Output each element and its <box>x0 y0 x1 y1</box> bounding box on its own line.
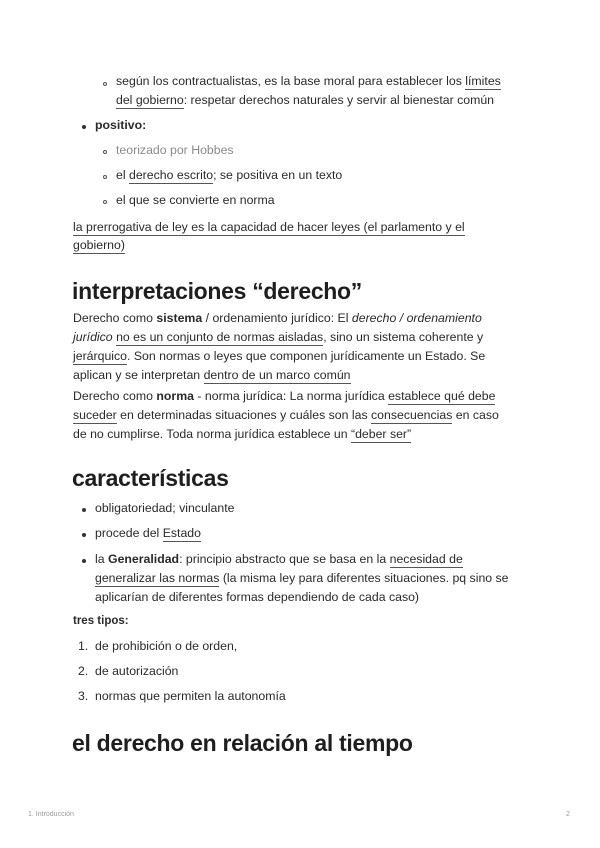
heading-text: el derecho en relación al tiempo <box>72 730 413 756</box>
p-norma-line2 <box>73 406 499 425</box>
underlined-text: necesidad de <box>389 552 463 566</box>
underlined-text: jerárquico <box>73 349 127 363</box>
p-norma-line1 <box>73 387 495 406</box>
underlined-text: Estado <box>162 526 201 540</box>
heading-interpretaciones <box>72 277 362 305</box>
bold-text: norma <box>156 389 194 403</box>
underlined-text: derecho escrito <box>129 168 214 182</box>
bold-text: positivo: <box>95 118 147 132</box>
text: / ordenamiento jurídico: El <box>202 311 352 325</box>
text: aplicarían de diferentes formas dependiendo de cada caso) <box>95 590 420 604</box>
bullet <box>82 125 86 129</box>
list-item: de autorización <box>95 664 179 678</box>
underlined-text: establece qué debe <box>388 389 496 403</box>
list-number: 2. <box>78 664 89 678</box>
underlined-text: no es un conjunto de normas aisladas <box>116 330 324 344</box>
text: en determinadas situaciones y cuáles son las <box>116 408 372 422</box>
bold-text: Generalidad <box>108 552 180 566</box>
text: - norma jurídica: La norma jurídica <box>193 389 389 403</box>
text: en caso <box>452 408 499 422</box>
text: , sino un sistema coherente y <box>323 330 484 344</box>
bullet-generalidad-line2 <box>95 569 509 588</box>
page-number: 2 <box>566 811 570 818</box>
list-item: normas que permiten la autonomía <box>95 689 286 703</box>
sub-bullet-derecho-escrito <box>116 166 342 185</box>
bullet-generalidad-line3 <box>95 588 419 607</box>
underlined-text: generalizar las normas <box>95 571 220 585</box>
text: el <box>116 168 129 182</box>
underlined-text: dentro de un marco común <box>203 368 351 382</box>
heading-tiempo <box>72 729 413 757</box>
underlined-text: la prerrogativa de ley es la capacidad de hacer leyes (el parlamento y el <box>73 220 465 234</box>
text: el que se convierte en norma <box>116 193 275 207</box>
bold-text: tres tipos: <box>73 615 129 627</box>
bold-text: sistema <box>156 311 203 325</box>
text: ; se positiva en un texto <box>213 168 343 182</box>
p-sistema-line2 <box>73 328 483 347</box>
bullet-contractualistas-line2 <box>116 91 494 110</box>
list-item: de prohibición o de orden, <box>95 639 238 653</box>
p-sistema-line4 <box>73 366 351 385</box>
hollow-bullet <box>103 82 107 86</box>
heading-text: interpretaciones “derecho” <box>72 278 363 304</box>
hollow-bullet <box>103 200 107 204</box>
bullet-estado <box>95 524 201 543</box>
italic-text: derecho / ordenamiento <box>351 311 482 325</box>
p-sistema-line1 <box>73 309 482 328</box>
text: de no cumplirse. Toda norma jurídica establece un <box>73 427 351 441</box>
text: según los contractualistas, es la base moral para establecer los <box>116 74 466 88</box>
bullet-contractualistas-line1 <box>116 72 501 91</box>
bullet <box>82 533 86 537</box>
p-sistema-line3 <box>73 347 485 366</box>
underlined-text: suceder <box>73 408 117 422</box>
sub-bullet-norma <box>116 191 275 210</box>
tres-tipos-label <box>73 612 129 631</box>
sub-bullet-hobbes <box>116 141 234 160</box>
text: . Son normas o leyes que componen jurídicamente un Estado. Se <box>127 349 486 363</box>
italic-text: jurídico <box>73 330 113 344</box>
bullet <box>82 559 86 563</box>
underlined-text: “deber ser” <box>350 427 412 441</box>
text: (la misma ley para diferentes situaciones. pq sino se <box>219 571 509 585</box>
prerrogativa-line2 <box>73 236 125 255</box>
text: : respetar derechos naturales y servir al bienestar común <box>183 93 494 107</box>
bullet <box>82 508 86 512</box>
underlined-text: consecuencias <box>371 408 453 422</box>
text: la <box>95 552 108 566</box>
text: obligatoriedad; vinculante <box>95 501 235 515</box>
text: procede del <box>95 526 163 540</box>
underlined-text: gobierno) <box>73 238 125 252</box>
underlined-text: límites <box>465 74 501 88</box>
prerrogativa-line1 <box>73 218 465 237</box>
bullet-generalidad-line1 <box>95 550 463 569</box>
list-number: 1. <box>78 639 89 653</box>
heading-caracteristicas <box>72 464 229 492</box>
text: teorizado por Hobbes <box>116 143 234 157</box>
text: aplican y se interpretan <box>73 368 204 382</box>
underlined-text: del gobierno <box>116 93 184 107</box>
bullet-positivo <box>95 116 146 135</box>
list-number: 3. <box>78 689 89 703</box>
bullet-obligatoriedad <box>95 499 234 518</box>
heading-text: características <box>72 465 229 491</box>
footer-section-label: 1. Introducción <box>28 811 74 818</box>
text: : principio abstracto que se basa en la <box>179 552 390 566</box>
text: Derecho como <box>73 311 157 325</box>
text: Derecho como <box>73 389 157 403</box>
hollow-bullet <box>103 150 107 154</box>
p-norma-line3 <box>73 425 411 444</box>
hollow-bullet <box>103 175 107 179</box>
